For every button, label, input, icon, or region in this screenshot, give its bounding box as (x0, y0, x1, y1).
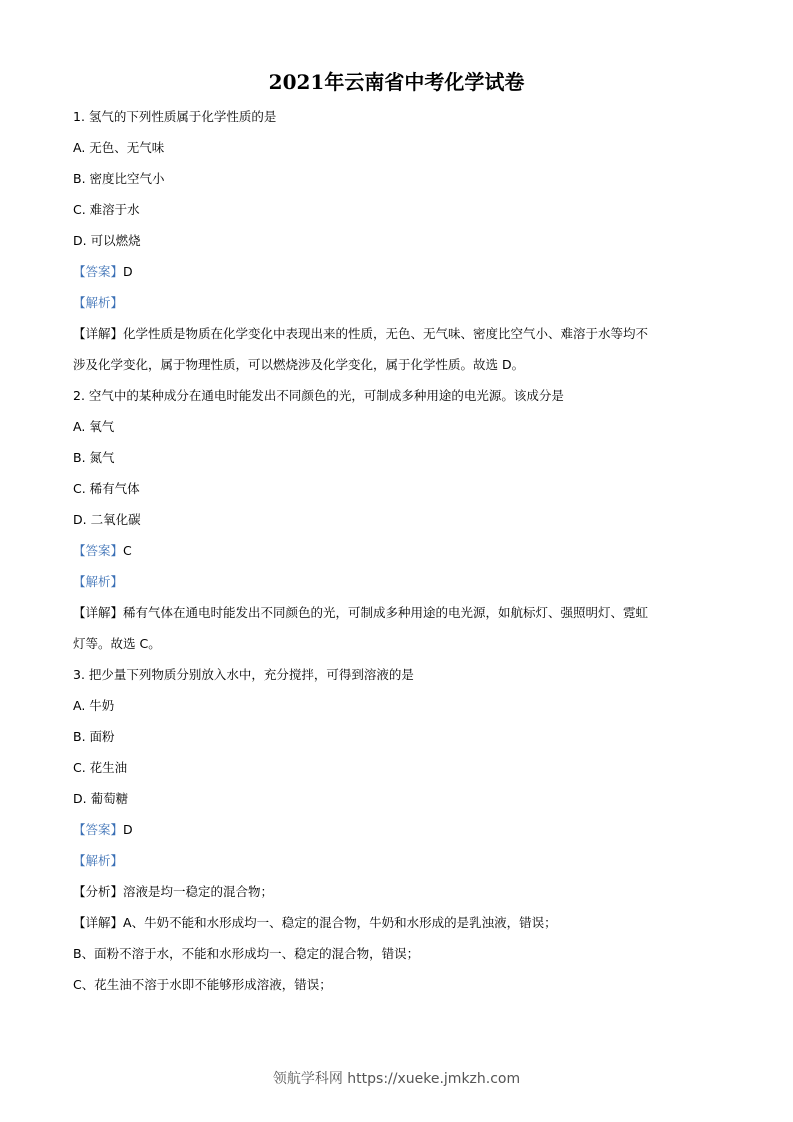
analysis-note-line (73, 882, 723, 902)
analysis-line (73, 572, 723, 592)
option-b: B. 氮气 (73, 450, 115, 465)
detail-text: A、牛奶不能和水形成均一、稳定的混合物，牛奶和水形成的是乳浊液，错误； (123, 915, 557, 930)
option-b: B. 密度比空气小 (73, 171, 165, 186)
question-stem: 2. 空气中的某种成分在通电时能发出不同颜色的光，可制成多种用途的电光源。该成分是 (73, 388, 564, 403)
detail-line-1 (73, 603, 723, 623)
detail-line-2: 涉及化学变化，属于物理性质，可以燃烧涉及化学变化，属于化学性质。故选 D。 (73, 357, 525, 372)
detail-tag: 【详解】 (73, 326, 124, 341)
analysis-tag: 【解析】 (73, 295, 124, 310)
answer-value: D (123, 264, 133, 279)
detail-line-2: B、面粉不溶于水，不能和水形成均一、稳定的混合物，错误； (73, 946, 420, 961)
detail-line-2: 灯等。故选 C。 (73, 636, 161, 651)
answer-tag: 【答案】 (73, 543, 124, 558)
analysis-tag: 【解析】 (73, 574, 124, 589)
question-3 (73, 665, 723, 995)
option-d: D. 可以燃烧 (73, 233, 141, 248)
detail-text: 稀有气体在通电时能发出不同颜色的光，可制成多种用途的电光源，如航标灯、强照明灯、霓虹 (123, 605, 649, 620)
page-footer: 领航学科网 https://xueke.jmkzh.com (272, 1071, 521, 1087)
detail-text: 化学性质是物质在化学变化中表现出来的性质，无色、无气味、密度比空气小、难溶于水等均不 (123, 326, 649, 341)
option-c: C. 难溶于水 (73, 202, 140, 217)
detail-line-1 (73, 324, 723, 344)
answer-line (73, 820, 723, 840)
option-a: A. 无色、无气味 (73, 140, 165, 155)
detail-tag: 【详解】 (73, 605, 124, 620)
option-b: B. 面粉 (73, 729, 115, 744)
answer-line (73, 541, 723, 561)
question-2 (73, 386, 723, 654)
analysis-line (73, 851, 723, 871)
detail-tag: 【详解】 (73, 915, 124, 930)
question-stem: 1. 氢气的下列性质属于化学性质的是 (73, 109, 277, 124)
answer-value: C (123, 543, 132, 558)
page-title: 2021年云南省中考化学试卷 (268, 70, 525, 94)
answer-tag: 【答案】 (73, 264, 124, 279)
option-d: D. 葡萄糖 (73, 791, 129, 806)
detail-line-3: C、花生油不溶于水即不能够形成溶液，错误； (73, 977, 332, 992)
analysis-note-tag: 【分析】 (73, 884, 124, 899)
option-d: D. 二氧化碳 (73, 512, 141, 527)
analysis-note-text: 溶液是均一稳定的混合物； (123, 884, 274, 899)
question-stem: 3. 把少量下列物质分别放入水中，充分搅拌，可得到溶液的是 (73, 667, 414, 682)
analysis-tag: 【解析】 (73, 853, 124, 868)
document-body (73, 107, 723, 1006)
option-a: A. 牛奶 (73, 698, 115, 713)
detail-line-1 (73, 913, 723, 933)
option-c: C. 稀有气体 (73, 481, 140, 496)
answer-value: D (123, 822, 133, 837)
option-a: A. 氧气 (73, 419, 115, 434)
answer-tag: 【答案】 (73, 822, 124, 837)
answer-line (73, 262, 723, 282)
analysis-line (73, 293, 723, 313)
option-c: C. 花生油 (73, 760, 128, 775)
question-1 (73, 107, 723, 375)
